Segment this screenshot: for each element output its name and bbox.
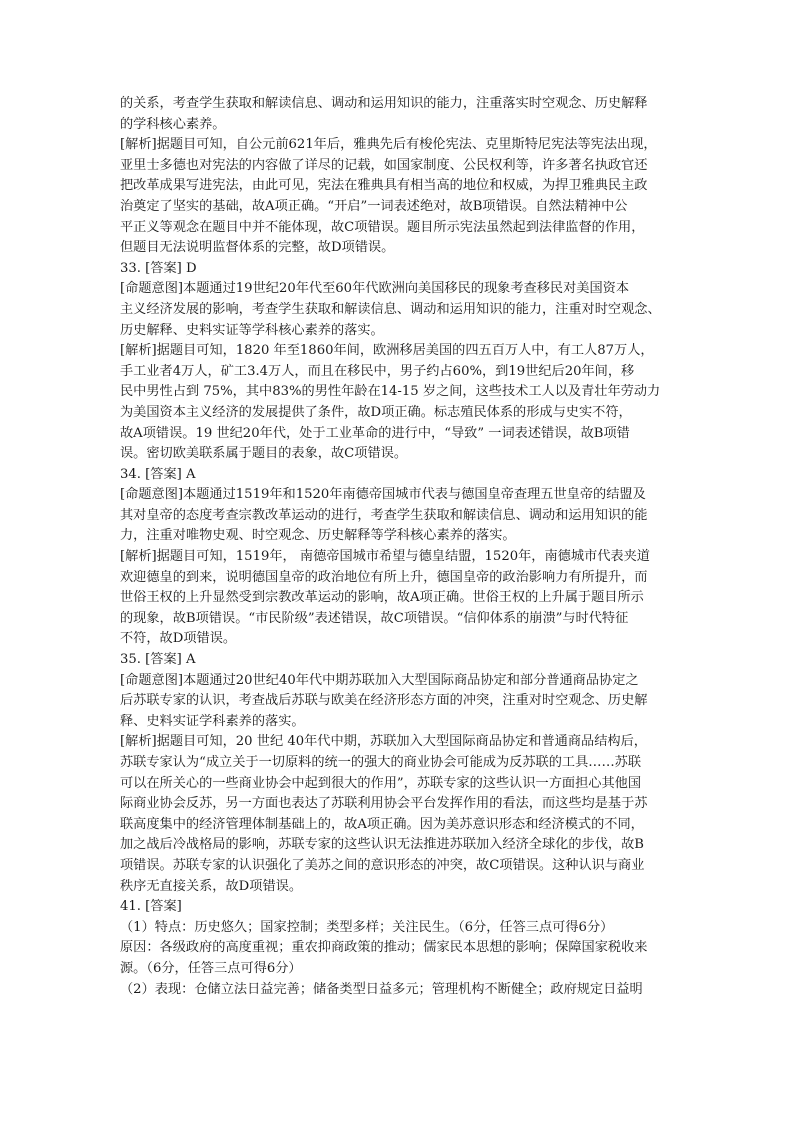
text-line: 欢迎德皇的到来，说明德国皇帝的政治地位有所上升，德国皇帝的政治影响力有所提升，而 (120, 569, 648, 585)
text-line: 历史解释、史料实证等学科核心素养的落实。 (120, 322, 384, 338)
text-line: 故A项错误。19 世纪20年代，处于工业革命的进行中，“导致” 一词表述错误，故B项错 (120, 425, 630, 441)
text-line: 35. [答案] A (120, 652, 196, 668)
text-line: 34. [答案] A (120, 466, 196, 482)
text-line: 平正义等观念在题目中并不能体现，故C项错误。题目所示宪法虽然起到法律监督的作用， (120, 219, 645, 235)
text-line: [解析]据题目可知，20 世纪 40年代中期，苏联加入大型国际商品协定和普通商品结构后， (120, 734, 647, 750)
text-line: [解析]据题目可知，1820 年至1860年间，欧洲移居美国的四五百万人中，有工人87万人， (120, 343, 654, 359)
text-line: [命题意图]本题通过19世纪20年代至60年代欧洲向美国移民的现象考查移民对美国资本 (120, 281, 630, 297)
text-line: 的关系，考查学生获取和解读信息、调动和运用知识的能力，注重落实时空观念、历史解释 (120, 96, 648, 111)
text-line: 源。（6分，任答三点可得6分） (120, 960, 302, 976)
text-line: 释、史料实证学科素养的落实。 (120, 713, 305, 729)
text-line: 手工业者4万人，矿工3.4万人，而且在移民中，男子约占60%，到19世纪后20年间，移 (120, 363, 635, 379)
text-line: 33. [答案] D (120, 260, 197, 276)
text-line: 项错误。苏联专家的认识强化了美苏之间的意识形态的冲突，故C项错误。这种认识与商业 (120, 857, 645, 873)
text-line: 把改革成果写进宪法，由此可见，宪法在雅典具有相当高的地位和权威，为捍卫雅典民主政 (120, 178, 648, 194)
text-line: 的现象，故B项错误。“市民阶级”表述错误，故C项错误。“信仰体系的崩溃”与时代特征 (120, 610, 629, 626)
text-line: 不符，故D项错误。 (120, 631, 237, 647)
text-line: 后苏联专家的认识，考查战后苏联与欧美在经济形态方面的冲突，注重对时空观念、历史解 (120, 693, 648, 709)
text-line: 亚里士多德也对宪法的内容做了详尽的记载，如国家制度、公民权利等，许多著名执政官还 (120, 157, 648, 173)
text-line: （1）特点：历史悠久；国家控制；类型多样；关注民生。（6分，任答三点可得6分） (120, 919, 614, 935)
text-line: 力，注重对唯物史观、时空观念、历史解释等学科核心素养的落实。 (120, 528, 516, 544)
answer-text-body (120, 94, 678, 1000)
text-line: 的学科核心素养。 (120, 116, 226, 132)
text-line: [解析]据题目可知，1519年， 南德帝国城市希望与德皇结盟，1520年，南德城市代表夹道 (120, 549, 650, 565)
text-line: 但题目无法说明监督体系的完整，故D项错误。 (120, 240, 395, 256)
text-line: 秩序无直接关系，故D项错误。 (120, 878, 303, 894)
text-line: [解析]据题目可知，自公元前621年后，雅典先后有梭伦宪法、克里斯特尼宪法等宪法出现， (120, 137, 657, 153)
text-line: 主义经济发展的影响，考查学生获取和解读信息、调动和运用知识的能力，注重对时空观念、 (120, 301, 661, 317)
text-line: 苏联专家认为“成立关于一切原料的统一的强大的商业协会可能成为反苏联的工具……苏联 (120, 755, 642, 770)
text-line: 为美国资本主义经济的发展提供了条件，故D项正确。标志殖民体系的形成与史实不符， (120, 404, 632, 420)
text-line: 世俗王权的上升显然受到宗教改革运动的影响，故A项正确。世俗王权的上升属于题目所示 (120, 590, 644, 606)
text-line: 可以在所关心的一些商业协会中起到很大的作用”，苏联专家的这些认识一方面担心其他国 (120, 775, 642, 791)
text-line: 治奠定了坚实的基础，故A项正确。“开启”一词表述绝对，故B项错误。自然法精神中公 (120, 198, 628, 214)
text-line: 其对皇帝的态度考查宗教改革运动的进行，考查学生获取和解读信息、调动和运用知识的能 (120, 507, 648, 523)
text-line: [命题意图]本题通过20世纪40年代中期苏联加入大型国际商品协定和部分普通商品协定之 (120, 672, 639, 688)
text-line: 误。密切欧美联系属于题目的表象，故C项错误。 (120, 446, 408, 462)
text-line: 际商业协会反苏，另一方面也表达了苏联利用协会平台发挥作用的看法，而这些均是基于苏 (120, 796, 648, 812)
text-line: 联高度集中的经济管理体制基础上的，故A项正确。因为美苏意识形态和经济模式的不同， (120, 816, 644, 832)
text-line: 加之战后冷战格局的影响，苏联专家的这些认识无法推进苏联加入经济全球化的步伐，故B (120, 837, 644, 853)
text-line: [命题意图]本题通过1519年和1520年南德帝国城市代表与德国皇帝查理五世皇帝的结盟及 (120, 487, 646, 503)
text-line: （2）表现：仓储立法日益完善；储备类型日益多元；管理机构不断健全；政府规定日益明 (120, 981, 643, 997)
text-line: 41. [答案] (120, 899, 182, 915)
text-line: 原因：各级政府的高度重视；重农抑商政策的推动；儒家民本思想的影响；保障国家税收来 (120, 940, 648, 956)
text-line: 民中男性占到 75%，其中83%的男性年龄在14-15 岁之间，这些技术工人以及青壮年劳动力 (120, 384, 661, 400)
